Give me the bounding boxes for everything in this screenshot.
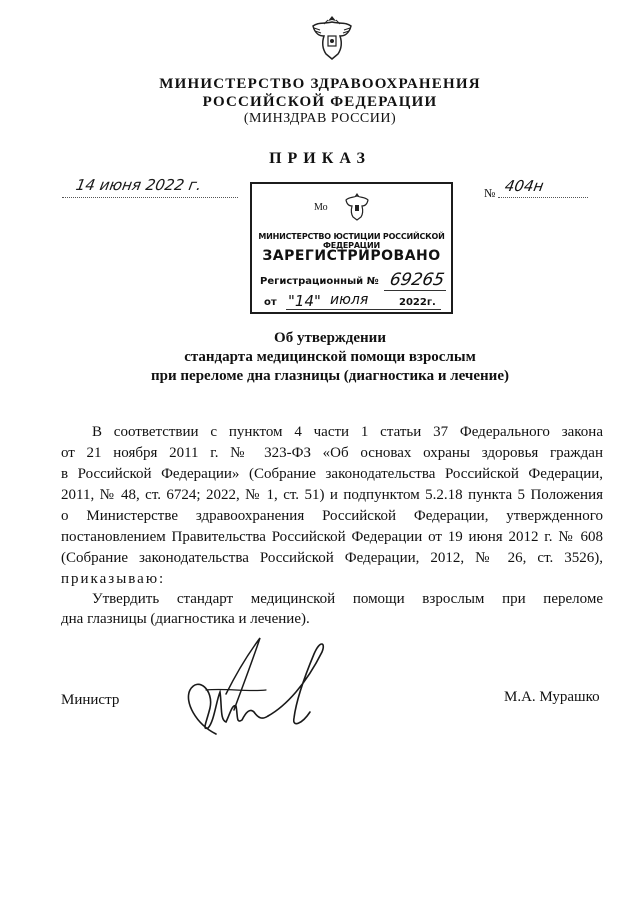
stamp-month: июля: [330, 292, 369, 308]
body-paragraph-2-line2: дна глазницы (диагностика и лечение).: [61, 611, 310, 627]
body-paragraph-1: [61, 422, 603, 569]
body-line: (Собрание законодательства Российской Федерации, 2012, № 26, ст. 3526),: [61, 550, 603, 566]
registration-stamp: [250, 182, 453, 314]
body-line: о Министерстве здравоохранения Российской Федерации, утвержденного: [61, 508, 603, 524]
stamp-day: "14": [288, 292, 321, 310]
coat-of-arms-emblem: [310, 12, 354, 62]
order-number: 404н: [503, 177, 546, 195]
title-line2: стандарта медицинской помощи взрослым: [184, 349, 476, 365]
title-line3: при переломе дна глазницы (диагностика и лечение): [151, 368, 509, 384]
order-number-line: [498, 197, 588, 198]
title-line1: Об утверждении: [274, 330, 386, 346]
stamp-reg-label: Регистрационный №: [260, 276, 379, 287]
stamp-reg-line: [384, 290, 446, 291]
stamp-year: 2022г.: [399, 297, 436, 308]
body-order-word: приказываю:: [61, 571, 166, 587]
stamp-mo-text: Мо: [314, 202, 328, 213]
body-line: от 21 ноября 2011 г. № 323-ФЗ «Об основах охраны здоровья граждан: [61, 445, 603, 461]
ministry-name-line2: РОССИЙСКОЙ ФЕДЕРАЦИИ: [202, 94, 438, 110]
signer-role: Министр: [61, 692, 120, 708]
ministry-short-name: (МИНЗДРАВ РОССИИ): [243, 111, 397, 126]
body-paragraph-2-line1: Утвердить стандарт медицинской помощи взрослым при переломе: [92, 591, 603, 607]
order-date-line: [62, 197, 238, 198]
ministry-name-line1: МИНИСТЕРСТВО ЗДРАВООХРАНЕНИЯ: [159, 76, 481, 92]
body-line: в Российской Федерации» (Собрание законодательства Российской Федерации,: [61, 466, 603, 482]
body-line: постановлением Правительства Российской Федерации от 19 июня 2012 г. № 608: [61, 529, 603, 545]
stamp-date-line: [286, 309, 441, 310]
document-type: ПРИКАЗ: [269, 150, 371, 167]
stamp-reg-number: 69265: [388, 270, 446, 290]
handwritten-signature: [176, 632, 336, 742]
stamp-ministry-name: МИНИСТЕРСТВО ЮСТИЦИИ РОССИЙСКОЙ ФЕДЕРАЦИИ: [258, 232, 445, 250]
order-number-sign: №: [484, 186, 496, 200]
body-line: 2011, № 48, ст. 6724; 2022, № 1, ст. 51) и подпунктом 5.2.18 пункта 5 Положения: [61, 487, 603, 503]
signer-name: М.А. Мурашко: [504, 689, 600, 705]
body-line: В соответствии с пунктом 4 части 1 статьи 37 Федерального закона: [92, 424, 603, 440]
stamp-emblem-icon: [344, 192, 370, 222]
stamp-status: ЗАРЕГИСТРИРОВАНО: [262, 248, 441, 264]
stamp-from-label: от: [264, 297, 277, 308]
order-date: 14 июня 2022 г.: [74, 176, 204, 194]
